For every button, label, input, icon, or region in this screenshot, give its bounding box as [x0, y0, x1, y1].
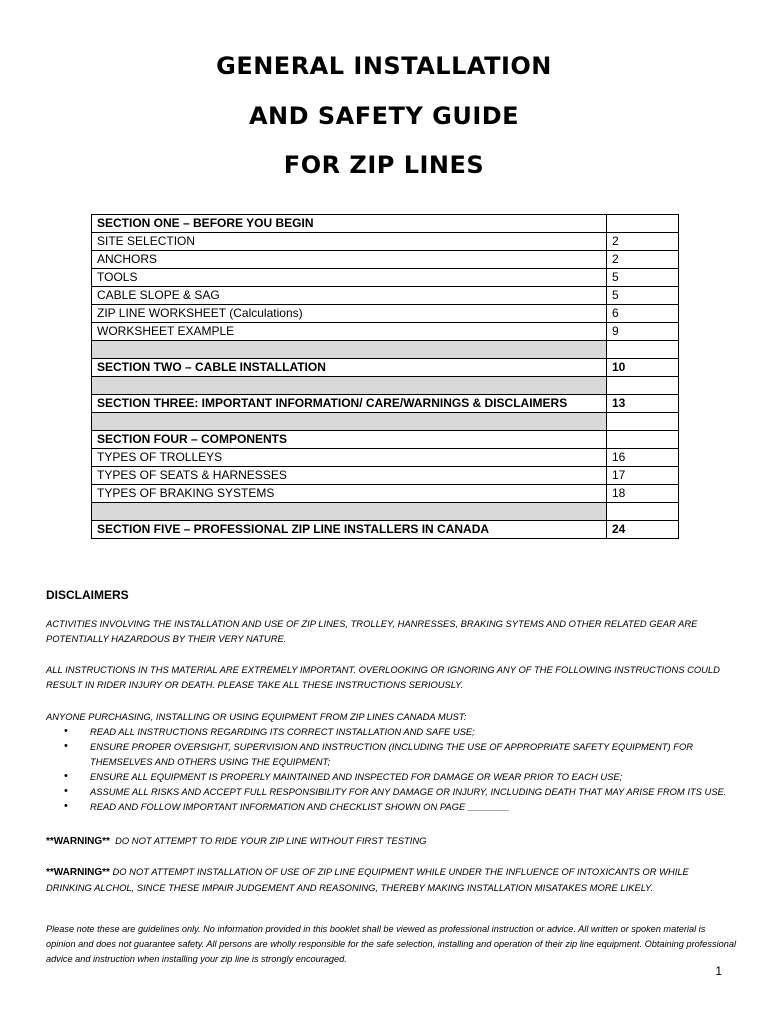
- toc-spacer-row: [92, 503, 679, 521]
- toc-row: [92, 431, 679, 449]
- toc-page: 13: [607, 395, 679, 413]
- page-number: 1: [715, 964, 722, 978]
- toc-row: [92, 359, 679, 377]
- toc-page: 5: [607, 287, 679, 305]
- toc-label: ZIP LINE WORKSHEET (Calculations): [92, 305, 607, 323]
- toc-page: [607, 341, 679, 359]
- title-line-1: GENERAL INSTALLATION: [216, 52, 552, 80]
- toc-page: [607, 377, 679, 395]
- list-item: [64, 769, 736, 784]
- toc-row: [92, 449, 679, 467]
- toc-row: [92, 521, 679, 539]
- toc-label: TOOLS: [92, 269, 607, 287]
- toc-label: [92, 413, 607, 431]
- toc-page: 2: [607, 233, 679, 251]
- list-item: [64, 799, 736, 814]
- toc-page: 10: [607, 359, 679, 377]
- toc-page: [607, 503, 679, 521]
- toc-label: TYPES OF SEATS & HARNESSES: [92, 467, 607, 485]
- toc-label: CABLE SLOPE & SAG: [92, 287, 607, 305]
- disclaimers-heading: DISCLAIMERS: [46, 588, 129, 602]
- title-line-3: FOR ZIP LINES: [283, 151, 485, 179]
- toc-label: SECTION FIVE – PROFESSIONAL ZIP LINE INSTALLERS IN CANADA: [92, 521, 607, 539]
- bullet-icon: •: [64, 785, 68, 797]
- toc-page: 6: [607, 305, 679, 323]
- toc-row: [92, 269, 679, 287]
- bullet-icon: •: [64, 770, 68, 782]
- warning-1: [46, 833, 736, 849]
- toc-label: [92, 503, 607, 521]
- toc-label: SECTION TWO – CABLE INSTALLATION: [92, 359, 607, 377]
- toc-row: [92, 233, 679, 251]
- toc-label: TYPES OF BRAKING SYSTEMS: [92, 485, 607, 503]
- toc-row: [92, 485, 679, 503]
- toc-row: [92, 467, 679, 485]
- toc-page: [607, 413, 679, 431]
- toc-page: [607, 215, 679, 233]
- bullet-icon: •: [64, 725, 68, 737]
- toc-spacer-row: [92, 413, 679, 431]
- warning-2: [46, 864, 736, 895]
- toc-spacer-row: [92, 377, 679, 395]
- toc-label: WORKSHEET EXAMPLE: [92, 323, 607, 341]
- toc-label: [92, 377, 607, 395]
- toc-label: [92, 341, 607, 359]
- toc-row: [92, 305, 679, 323]
- bullet-icon: •: [64, 740, 68, 752]
- toc-page: [607, 431, 679, 449]
- toc-row: [92, 287, 679, 305]
- list-item-text: ENSURE PROPER OVERSIGHT, SUPERVISION AND INSTRUCTION (INCLUDING THE USE OF APPROPRIATE SAFETY EQUIPMENT) FOR THEMSELVES AND OTHERS USING THE EQUIPMENT;: [90, 741, 694, 767]
- requirements-list: [64, 724, 736, 814]
- toc-spacer-row: [92, 341, 679, 359]
- toc-row: [92, 251, 679, 269]
- toc-label: TYPES OF TROLLEYS: [92, 449, 607, 467]
- warning-text: DO NOT ATTEMPT INSTALLATION OF USE OF ZIP LINE EQUIPMENT WHILE UNDER THE INFLUENCE OF INTOXICANTS OR WHILE DRINKING ALCHOL, SINCE THESE IMPAIR JUDGEMENT AND REASONING, THEREBY MAKING INSTALLATION MISATAKES MORE LIKELY.: [46, 866, 689, 893]
- toc-row: [92, 323, 679, 341]
- list-item-text: READ ALL INSTRUCTIONS REGARDING ITS CORRECT INSTALLATION AND SAFE USE;: [90, 726, 475, 737]
- guidelines-note: Please note these are guidelines only. No information provided in this booklet shall be viewed as professional instruction or advice. All written or spoken material is opinion and does not guarantee safety. All persons are wholly responsible for the safe selection, installing and operation of their zip line equipment. Obtaining professional advice and instruction when installing your zip line is strongly encouraged.: [46, 924, 736, 964]
- warning-label: **WARNING**: [46, 836, 110, 847]
- list-item: [64, 724, 736, 739]
- toc-label: SITE SELECTION: [92, 233, 607, 251]
- toc-page: 5: [607, 269, 679, 287]
- toc-label: ANCHORS: [92, 251, 607, 269]
- toc-page: 17: [607, 467, 679, 485]
- toc-page: 9: [607, 323, 679, 341]
- bullet-icon: •: [64, 800, 68, 812]
- toc-page: 2: [607, 251, 679, 269]
- disclaimer-paragraph: ALL INSTRUCTIONS IN THS MATERIAL ARE EXTREMELY IMPORTANT. OVERLOOKING OR IGNORING ANY OF THE FOLLOWING INSTRUCTIONS COULD RESULT IN RIDER INJURY OR DEATH. PLEASE TAKE ALL THESE INSTRUCTIONS SERIOUSLY.: [46, 664, 720, 690]
- toc-label: SECTION THREE: IMPORTANT INFORMATION/ CARE/WARNINGS & DISCLAIMERS: [92, 395, 607, 413]
- toc-page: 16: [607, 449, 679, 467]
- warning-text: DO NOT ATTEMPT TO RIDE YOUR ZIP LINE WITHOUT FIRST TESTING: [115, 835, 427, 846]
- toc-row: [92, 215, 679, 233]
- toc-page: 24: [607, 521, 679, 539]
- toc-page: 18: [607, 485, 679, 503]
- disclaimer-paragraph: ACTIVITIES INVOLVING THE INSTALLATION AND USE OF ZIP LINES, TROLLEY, HANRESSES, BRAKING SYTEMS AND OTHER RELATED GEAR ARE POTENTIALLY HAZARDOUS BY THEIR VERY NATURE.: [46, 618, 698, 644]
- list-item-text: READ AND FOLLOW IMPORTANT INFORMATION AND CHECKLIST SHOWN ON PAGE ________: [90, 801, 510, 812]
- list-item-text: ENSURE ALL EQUIPMENT IS PROPERLY MAINTAINED AND INSPECTED FOR DAMAGE OR WEAR PRIOR TO EACH USE;: [90, 771, 623, 782]
- toc-label: SECTION ONE – BEFORE YOU BEGIN: [92, 215, 607, 233]
- toc-row: [92, 395, 679, 413]
- toc-label: SECTION FOUR – COMPONENTS: [92, 431, 607, 449]
- table-of-contents: [91, 214, 679, 539]
- title-line-2: AND SAFETY GUIDE: [248, 102, 520, 130]
- warning-label: **WARNING**: [46, 867, 110, 878]
- list-item: [64, 739, 736, 769]
- list-item-text: ASSUME ALL RISKS AND ACCEPT FULL RESPONSIBILITY FOR ANY DAMAGE OR INJURY, INCLUDING DEATH THAT MAY ARISE FROM ITS USE.: [90, 786, 727, 797]
- disclaimer-paragraph: ANYONE PURCHASING, INSTALLING OR USING EQUIPMENT FROM ZIP LINES CANADA MUST:: [46, 711, 467, 722]
- list-item: [64, 784, 736, 799]
